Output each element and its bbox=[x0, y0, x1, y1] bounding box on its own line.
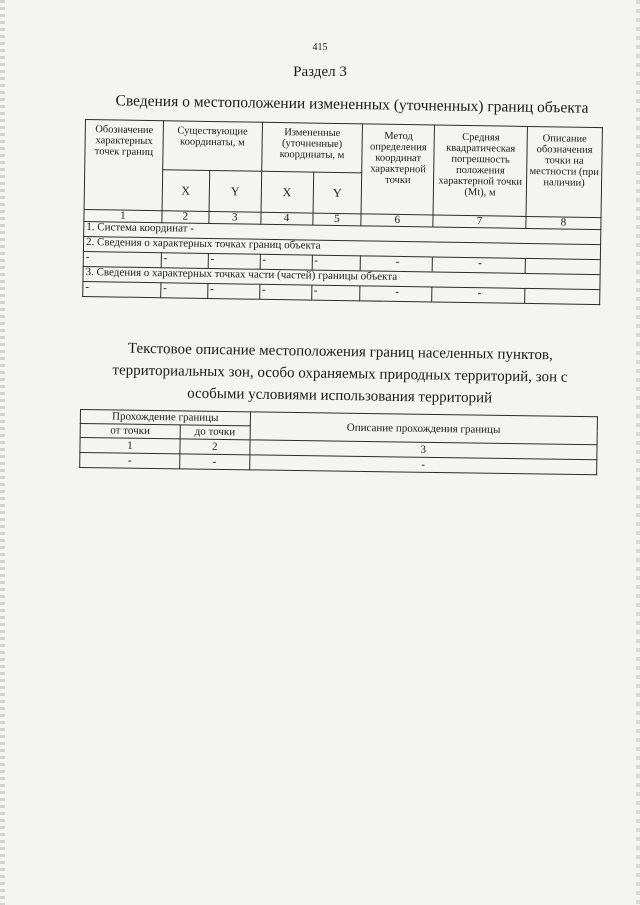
header-changed-y: Y bbox=[313, 172, 362, 214]
table-cell: - bbox=[312, 255, 361, 271]
col-number: 2 bbox=[162, 211, 209, 224]
col-number: 3 bbox=[250, 440, 597, 460]
boundary-passage-table bbox=[79, 409, 598, 475]
header-existing-y: Y bbox=[209, 170, 262, 212]
table-cell: - bbox=[208, 253, 260, 269]
table-cell bbox=[525, 288, 600, 304]
header-passage-description: Описание прохождения границы bbox=[250, 412, 598, 445]
header-changed-x: X bbox=[261, 171, 313, 213]
header-error: Средняя квадратическая погрешность положения характерной точки (Mt), м bbox=[433, 125, 527, 216]
col-number: 3 bbox=[209, 211, 261, 224]
header-boundary-passage: Прохождение границы bbox=[80, 410, 250, 426]
table-cell: - bbox=[249, 455, 596, 475]
header-existing-x: X bbox=[162, 170, 210, 212]
table-cell: - bbox=[83, 251, 161, 267]
row-parts-heading: 3. Сведения о характерных точках части (частей) границы объекта bbox=[83, 266, 600, 289]
header-to-point: до точки bbox=[180, 425, 250, 440]
scan-edge-left bbox=[0, 0, 5, 905]
table-cell: - bbox=[361, 256, 433, 272]
table-cell: - bbox=[432, 287, 525, 303]
col-number: 1 bbox=[84, 209, 162, 222]
table-cell: - bbox=[432, 257, 525, 273]
text-description-title: Текстовое описание местоположения границ населенных пунктов, территориальных зон, особо охраняемых природных территорий, зон с особыми условиями использования территорий bbox=[112, 340, 568, 407]
header-method: Метод определения координат характерной точки bbox=[361, 124, 434, 215]
row-points-heading: 2. Сведения о характерных точках границ объекта bbox=[83, 236, 600, 259]
col-number: 2 bbox=[180, 439, 250, 455]
col-number: 6 bbox=[361, 214, 433, 227]
row-coordinate-system: 1. Система координат - bbox=[84, 221, 601, 244]
page-number: 415 bbox=[312, 42, 328, 53]
table-cell: - bbox=[83, 281, 161, 297]
col-number: 4 bbox=[261, 212, 313, 225]
table-cell: - bbox=[161, 283, 208, 299]
scan-edge-right bbox=[636, 0, 640, 905]
boundary-coordinates-table bbox=[82, 119, 603, 305]
col-number: 1 bbox=[80, 438, 180, 454]
header-description: Описание обозначения точки на местности (при наличии) bbox=[526, 126, 602, 217]
header-from-point: от точки bbox=[80, 424, 180, 439]
table-cell: - bbox=[360, 286, 432, 302]
header-existing-coords: Существующие координаты, м bbox=[163, 121, 263, 172]
table-cell: - bbox=[260, 254, 312, 270]
table-cell: - bbox=[259, 284, 311, 300]
table-cell: - bbox=[207, 283, 259, 299]
table-cell: - bbox=[161, 253, 208, 269]
table-heading: Сведения о местоположении измененных (уточненных) границ объекта bbox=[115, 92, 589, 117]
table-cell: - bbox=[80, 453, 180, 469]
header-point-designation: Обозначение характерных точек границ bbox=[84, 120, 163, 211]
header-changed-coords: Измененные (уточненные) координаты, м bbox=[261, 122, 362, 173]
section-title: Раздел 3 bbox=[293, 64, 347, 80]
table-cell bbox=[525, 258, 600, 274]
col-number: 8 bbox=[526, 216, 601, 229]
table-cell: - bbox=[311, 285, 360, 301]
table-cell: - bbox=[180, 454, 250, 470]
col-number: 5 bbox=[312, 213, 361, 226]
col-number: 7 bbox=[433, 215, 526, 228]
